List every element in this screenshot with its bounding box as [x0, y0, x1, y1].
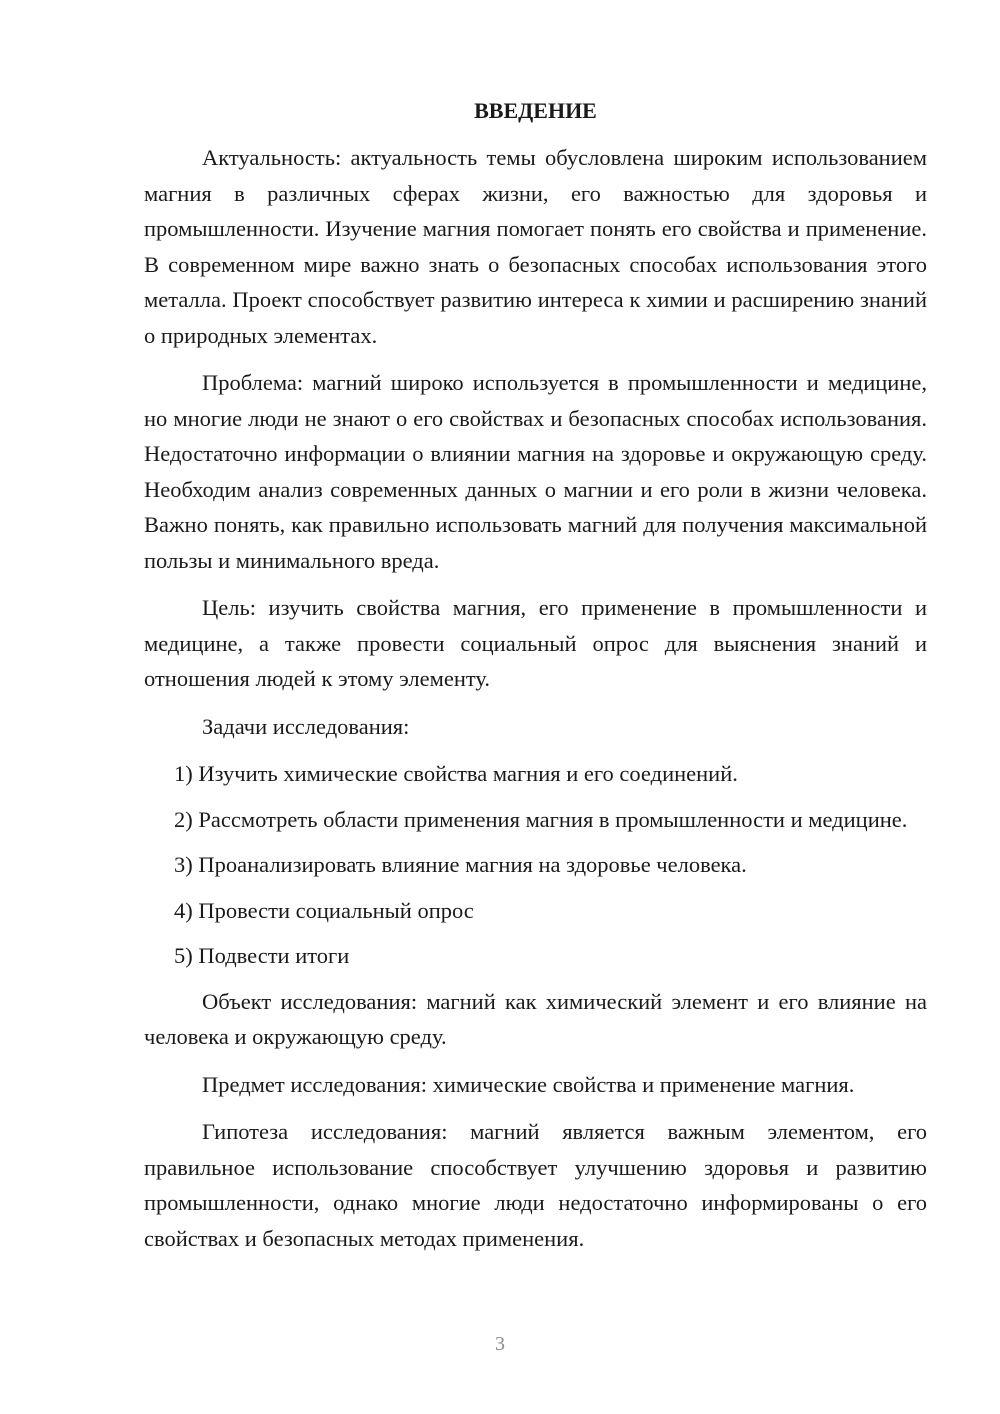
document-page	[144, 94, 927, 1268]
page-number: 3	[495, 1333, 505, 1355]
task-item-2: 2) Рассмотреть области применения магния в промышленности и медицине.	[174, 806, 908, 832]
section-title: ВВЕДЕНИЕ	[474, 98, 597, 123]
task-item-5: 5) Подвести итоги	[174, 943, 350, 968]
paragraph-object: Объект исследования: магний как химический элемент и его влияние на человека и окружающую среду.	[144, 988, 927, 1049]
tasks-heading: Задачи исследования:	[202, 713, 410, 739]
paragraph-hypothesis: Гипотеза исследования: магний является важным элементом, его правильное использование способствует улучшению здоровья и развитию промышленности, однако многие люди недостаточно информированы о его свойствах и безопасных методах применения.	[144, 1119, 927, 1251]
paragraph-subject: Предмет исследования: химические свойства и применение магния.	[202, 1071, 855, 1097]
task-item-1: 1) Изучить химические свойства магния и его соединений.	[174, 761, 738, 786]
paragraph-goal: Цель: изучить свойства магния, его применение в промышленности и медицине, а также провести социальный опрос для выяснения знаний и отношения людей к этому элементу.	[144, 595, 927, 691]
paragraph-problem: Проблема: магний широко используется в промышленности и медицине, но многие люди не знают о его свойствах и безопасных способах использования. Недостаточно информации о влиянии магния на здоровье и окружающую среду. Необходим анализ современных данных о магнии и его роли в жизни человека. Важно понять, как правильно использовать магний для получения максимальной пользы и минимального вреда.	[144, 370, 927, 573]
task-item-4: 4) Провести социальный опрос	[174, 897, 474, 923]
paragraph-relevance: Актуальность: актуальность темы обусловлена широким использованием магния в различных сферах жизни, его важностью для здоровья и промышленности. Изучение магния помогает понять его свойства и применение. В современном мире важно знать о безопасных способах использования этого металла. Проект способствует развитию интереса к химии и расширению знаний о природных элементах.	[144, 145, 927, 348]
task-item-3: 3) Проанализировать влияние магния на здоровье человека.	[174, 852, 747, 877]
